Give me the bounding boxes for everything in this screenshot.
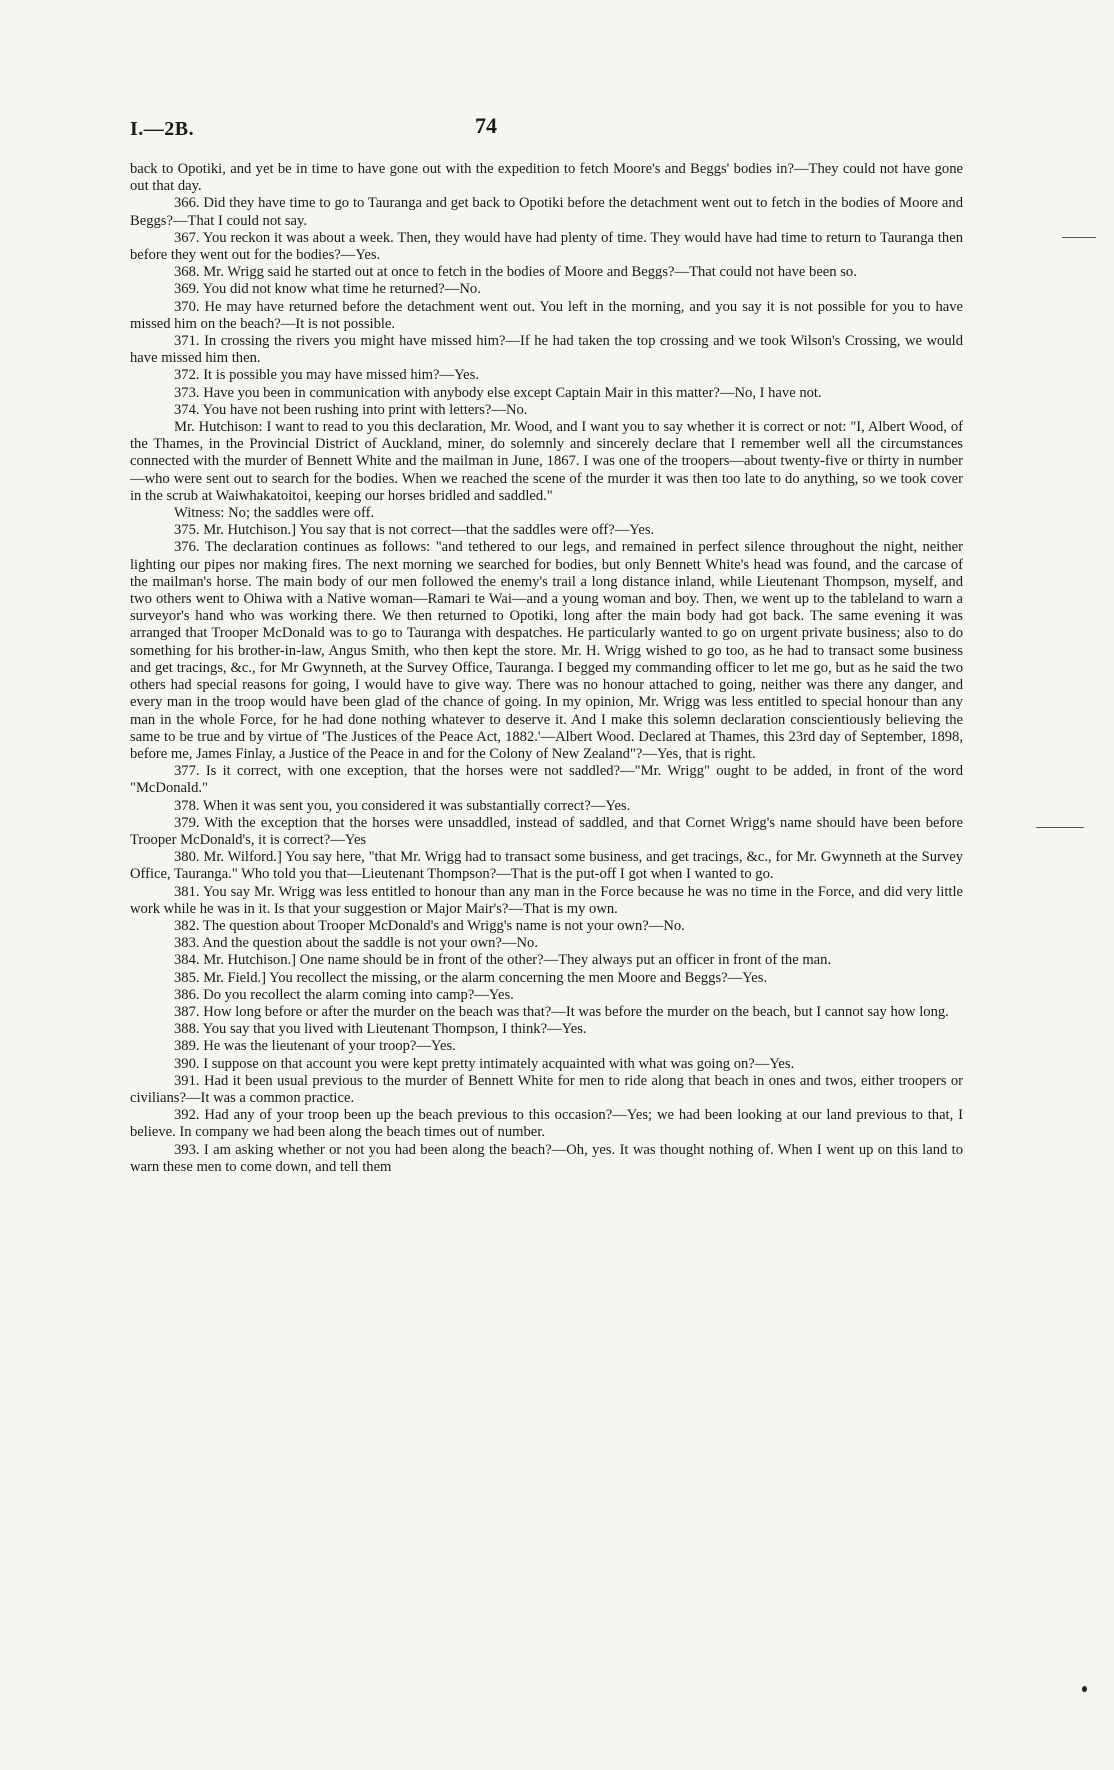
paragraph: 386. Do you recollect the alarm coming into camp?—Yes. — [174, 986, 514, 1003]
paragraph: 376. The declaration continues as follows: "and tethered to our legs, and remained in perfect silence throughout the night, neither lighting our pipes nor making fires. The next morning we searched for bodies, but only Bennett White's head was found, and the carcase of the mailman's horse. The main body of our men followed the enemy's trail a long distance inland, while Lieutenant Thompson, myself, and two others went to Ohiwa with a Native woman—Ramari te Wai—and a young woman and boy. Then, we went up to the tableland to warn a surveyor's hand who was working there. We then returned to Opotiki, long after the main body had got back. The same evening it was arranged that Trooper McDonald was to go to Tauranga with despatches. He particularly wanted to go on urgent private business; also to do something for his brother-in-law, Angus Smith, who then kept the store. Mr. H. Wrigg wished to go too, as he had to transact some business and get tracings, &c., for Mr Gwynneth, at the Survey Office, Tauranga. I begged my commanding officer to let me go, but as he said the two others had special reasons for going, I would have to give way. There was no honour attached to going, neither was there any danger, and every man in the troop would have been glad of the chance of going. In my opinion, Mr. Wrigg was less entitled to special honour than any man in the whole Force, for he had done nothing whatever to deserve it. And I make this solemn declaration conscientiously believing the same to be true and by virtue of 'The Justices of the Peace Act, 1882.'—Albert Wood. Declared at Thames, this 23rd day of September, 1898, before me, James Finlay, a Justice of the Peace in and for the Colony of New Zealand"?—Yes, that is right. — [130, 539, 963, 762]
paragraph: 374. You have not been rushing into print with letters?—No. — [174, 401, 528, 418]
paragraph: 377. Is it correct, with one exception, that the horses were not saddled?—"Mr. Wrigg" ought to be added, in front of the word "McDonald." — [130, 763, 963, 797]
document-reference: I.—2B. — [130, 118, 195, 140]
paragraph: 393. I am asking whether or not you had been along the beach?—Oh, yes. It was thought nothing of. When I went up on this land to warn these men to come down, and tell them — [130, 1141, 963, 1175]
margin-mark — [1036, 827, 1084, 828]
page-number: 74 — [475, 113, 497, 138]
paragraph: back to Opotiki, and yet be in time to have gone out with the expedition to fetch Moore's and Beggs' bodies in?—They could not have gone out that day. — [130, 161, 963, 195]
paragraph: 370. He may have returned before the detachment went out. You left in the morning, and you say it is not possible for you to have missed him on the beach?—It is not possible. — [130, 298, 963, 332]
paragraph: 379. With the exception that the horses were unsaddled, instead of saddled, and that Cornet Wrigg's name should have been before Trooper McDonald's, it is correct?—Yes — [130, 814, 963, 848]
paragraph: 392. Had any of your troop been up the beach previous to this occasion?—Yes; we had been looking at our land previous to that, I believe. In company we had been along the beach times out of number. — [130, 1107, 963, 1141]
paragraph: 389. He was the lieutenant of your troop?—Yes. — [174, 1038, 456, 1055]
page-header — [130, 113, 964, 148]
paragraph: 388. You say that you lived with Lieutenant Thompson, I think?—Yes. — [174, 1021, 587, 1038]
margin-mark — [1062, 237, 1096, 238]
paragraph: 371. In crossing the rivers you might have missed him?—If he had taken the top crossing and we took Wilson's Crossing, we would have missed him then. — [130, 333, 963, 367]
paragraph: 384. Mr. Hutchison.] One name should be in front of the other?—They always put an officer in front of the man. — [174, 952, 832, 969]
paragraph: 382. The question about Trooper McDonald's and Wrigg's name is not your own?—No. — [174, 917, 685, 934]
paragraph: 385. Mr. Field.] You recollect the missing, or the alarm concerning the men Moore and Beggs?—Yes. — [174, 969, 768, 986]
paragraph: 381. You say Mr. Wrigg was less entitled to honour than any man in the Force because he was no time in the Force, and did very little work while he was in it. Is that your suggestion or Major Mair's?—That is my own. — [130, 883, 963, 917]
paragraph: 366. Did they have time to go to Tauranga and get back to Opotiki before the detachment went out to fetch in the bodies of Moore and Beggs?—That I could not say. — [130, 195, 963, 229]
paragraph: 383. And the question about the saddle is not your own?—No. — [174, 935, 538, 952]
paragraph: 391. Had it been usual previous to the murder of Bennett White for men to ride along that beach in ones and twos, either troopers or civilians?—It was a common practice. — [130, 1072, 963, 1106]
page-speck — [1082, 1686, 1087, 1692]
paragraph: 368. Mr. Wrigg said he started out at once to fetch in the bodies of Moore and Beggs?—That could not have been so. — [174, 264, 857, 281]
paragraph: 367. You reckon it was about a week. Then, they would have had plenty of time. They would have had time to return to Tauranga then before they went out for the bodies?—Yes. — [130, 229, 963, 264]
paragraph: Mr. Hutchison: I want to read to you this declaration, Mr. Wood, and I want you to say whether it is correct or not: "I, Albert Wood, of the Thames, in the Provincial District of Auckland, miner, do solemnly and sincerely declare that I remember well all the circumstances connected with the murder of Bennett White and the mailman in June, 1867. I was one of the troopers—about twenty-five or thirty in number—who were sent out to search for the bodies. When we reached the scene of the murder it was then too late to do anything, so we took cover in the scrub at Waiwhakatoitoi, keeping our horses bridled and saddled." — [130, 419, 963, 504]
paragraph: 372. It is possible you may have missed him?—Yes. — [174, 367, 479, 384]
testimony-text — [130, 161, 963, 1176]
paragraph: 390. I suppose on that account you were kept pretty intimately acquainted with what was going on?—Yes. — [174, 1055, 795, 1072]
paragraph: 375. Mr. Hutchison.] You say that is not correct—that the saddles were off?—Yes. — [174, 522, 655, 539]
paragraph: 373. Have you been in communication with anybody else except Captain Mair in this matter?—No, I have not. — [174, 384, 822, 401]
paragraph: 387. How long before or after the murder on the beach was that?—It was before the murder on the beach, but I cannot say how long. — [174, 1003, 949, 1020]
paragraph: 369. You did not know what time he returned?—No. — [174, 281, 481, 298]
paragraph: Witness: No; the saddles were off. — [174, 505, 375, 522]
paragraph: 378. When it was sent you, you considered it was substantially correct?—Yes. — [174, 797, 631, 814]
paragraph: 380. Mr. Wilford.] You say here, "that Mr. Wrigg had to transact some business, and get tracings, &c., for Mr. Gwynneth at the Survey Office, Tauranga." Who told you that—Lieutenant Thompson?—That is the put-off I got when I wanted to go. — [130, 849, 963, 883]
